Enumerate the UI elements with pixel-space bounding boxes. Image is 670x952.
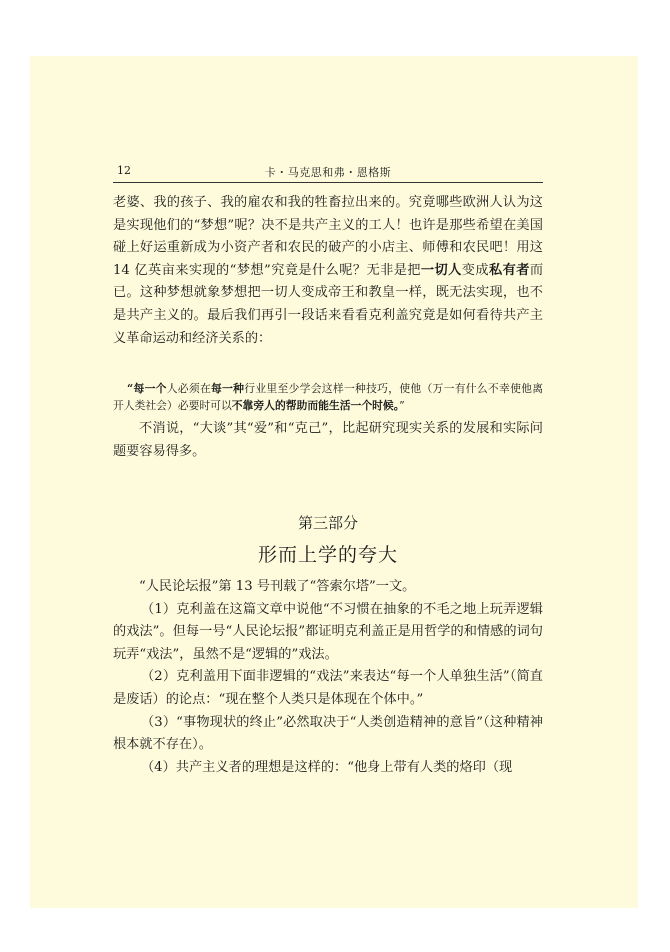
emphasis-owners: 私有者 [489,262,530,278]
part-title: 形而上学的夸大 [257,544,398,566]
paragraph-2-block [113,418,543,463]
page-sheet [30,56,638,908]
paragraph-7: （4）共产主义者的理想是这样的：“他身上带有人类的烙印（现 [141,759,513,775]
paragraph-5: （2）克利盖用下面非逻辑的“戏法”来表达“每一个人单独生活”（简直是废话）的论点：“现在整个人类只是体现在个体中。” [113,669,543,707]
block-quote [113,380,543,414]
paragraph-1: 老婆、我的孩子、我的雇农和我的牲畜拉出来的。究竟哪些欧洲人认为这是实现他们的“梦想”呢？决不是共产主义的工人！也许是那些希望在美国碰上好运重新成为小资产者和农民的破产的小店主、师傅和农民吧！用这 14 亿英亩来实现的“梦想”究竟是什么呢？无非是把一切人变成私有者而已。这种梦想就象梦想把一切人变成帝王和教皇一样，既无法实现，也不是共产主义的。最后我们再引一段话来看看克利盖究竟是如何看待共产主义革命运动和经济关系的： [113,195,544,346]
paragraph-continuation [113,192,543,350]
paragraph-4: （1）克利盖在这篇文章中说他“不习惯在抽象的不毛之地上玩弄逻辑的戏法”。但每一号“人民论坛报”都证明克利盖正是用哲学的和情感的词句玩弄“戏法”，虽然不是“逻辑的”戏法。 [113,601,543,662]
emphasis-everyone: 一切人 [420,262,462,278]
part-label: 第三部分 [297,514,358,532]
page-number: 12 [117,164,131,177]
paragraph-6: （3）“事物现状的终止”必然取决于“人类创造精神的意旨”（这种精神根本就不存在）。 [113,714,543,753]
paragraph-2: 不消说，“大谈”其“爱”和“克己”，比起研究现实关系的发展和实际问题要容易得多。 [113,421,543,459]
paragraph-3: “人民论坛报”第 13 号刊载了“答索尔塔”一文。 [139,579,416,594]
running-title: 卡・马克思和弗・恩格斯 [264,166,392,179]
quote-text: “每一个人必须在每一种行业里至少学会这样一种技巧，使他（万一有什么不幸使他离开人类社会）必要时可以不靠旁人的帮助而能生活一个时候。” [113,382,544,412]
section-body [113,576,543,779]
running-header [113,160,543,183]
